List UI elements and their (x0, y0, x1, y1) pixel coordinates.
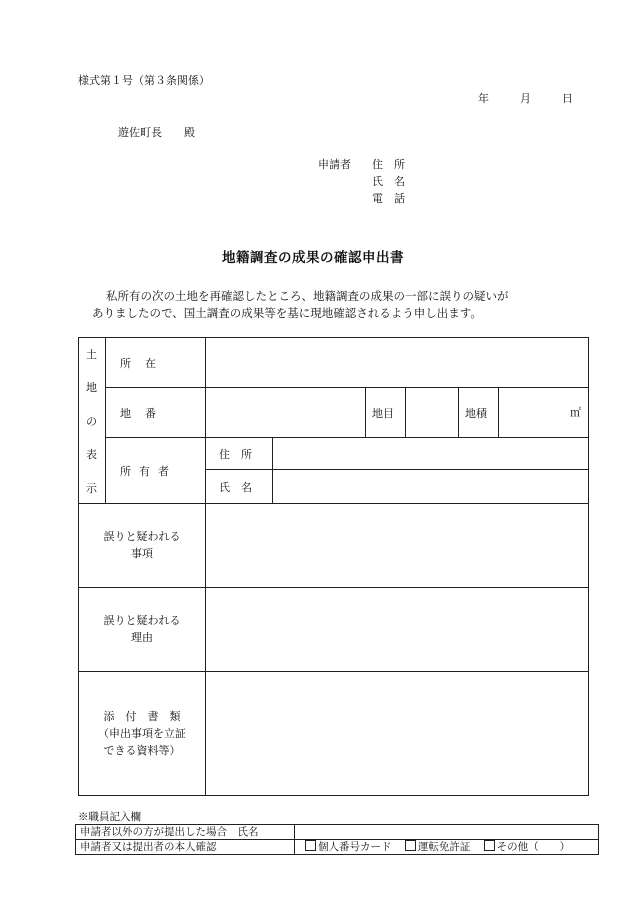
checkbox-icon (305, 840, 316, 851)
land-label-char: 地 (86, 381, 97, 394)
intro-line-2: ありましたので、国土調査の成果等を基に現地確認されるよう申し出ます。 (92, 306, 482, 320)
error-item-field[interactable] (206, 504, 588, 587)
table-row (76, 840, 599, 855)
form-number: 様式第１号（第３条関係） (78, 74, 210, 87)
land-label-char: 土 (86, 348, 97, 361)
location-field[interactable] (206, 338, 588, 387)
area-field[interactable] (499, 388, 564, 437)
option-other[interactable]: その他（ ） (484, 841, 571, 853)
identity-options (295, 840, 599, 855)
applicant-address-label: 住 所 (372, 158, 405, 171)
land-label-char: の (86, 415, 97, 428)
error-item-label: 誤りと疑われる 事項 (103, 530, 181, 560)
error-reason-label: 誤りと疑われる 理由 (103, 614, 181, 644)
checkbox-icon (405, 840, 416, 851)
submitter-name-label: 申請者以外の方が提出した場合 氏名 (76, 825, 295, 840)
option-my-number-card[interactable]: 個人番号カード (305, 841, 392, 853)
lot-number-label: 地番 (120, 407, 170, 420)
land-category-label: 地目 (372, 407, 394, 420)
option-drivers-license[interactable]: 運転免許証 (405, 841, 471, 853)
land-label-char: 表 (86, 448, 97, 461)
date-month-label: 月 (520, 92, 531, 105)
date-day-label: 日 (562, 92, 573, 105)
checkbox-icon (484, 840, 495, 851)
date-year-label: 年 (478, 92, 489, 105)
owner-label: 所有者 (120, 465, 177, 478)
owner-name-field[interactable] (273, 470, 588, 503)
page-title: 地籍調査の成果の確認申出書 (222, 250, 404, 266)
table-row (76, 825, 599, 840)
area-label: 地積 (465, 407, 487, 420)
area-unit: ㎡ (570, 406, 581, 419)
submitter-name-field[interactable] (295, 825, 599, 840)
intro-line-1: 私所有の次の土地を再確認したところ、地籍調査の成果の一部に誤りの疑いが (106, 289, 509, 303)
applicant-name-label: 氏 名 (372, 175, 405, 188)
land-label-char: 示 (86, 482, 97, 495)
error-reason-field[interactable] (206, 588, 588, 671)
lot-number-field[interactable] (206, 388, 365, 437)
attachments-label: 添 付 書 類 （申出事項を立証 できる資料等） (98, 710, 186, 757)
attachments-field[interactable] (206, 672, 588, 795)
applicant-label: 申請者 (318, 158, 351, 171)
owner-name-label: 氏 名 (219, 481, 252, 494)
owner-address-field[interactable] (273, 438, 588, 469)
addressee: 遊佐町長 殿 (118, 126, 195, 139)
owner-address-label: 住 所 (219, 448, 252, 461)
land-category-field[interactable] (406, 388, 458, 437)
identity-check-label: 申請者又は提出者の本人確認 (76, 840, 295, 855)
location-label: 所在 (120, 357, 170, 370)
staff-section-heading: ※職員記入欄 (78, 811, 141, 823)
applicant-phone-label: 電 話 (372, 192, 405, 205)
staff-table (75, 824, 599, 855)
